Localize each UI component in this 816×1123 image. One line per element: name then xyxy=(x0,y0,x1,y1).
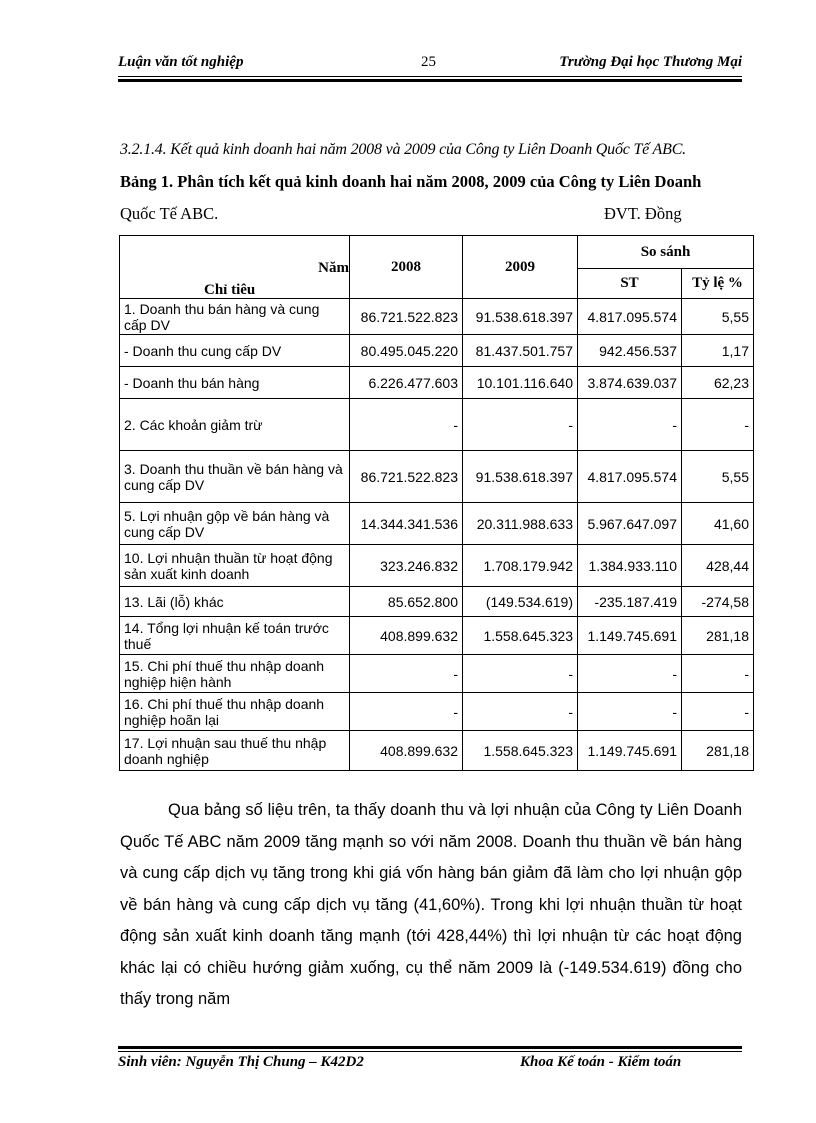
value-st: - xyxy=(578,399,682,451)
table-row xyxy=(120,617,754,655)
footer-rule-thick xyxy=(118,1046,742,1049)
header-2008: 2008 xyxy=(350,236,463,299)
analysis-text: Qua bảng số liệu trên, ta thấy doanh thu và lợi nhuận của Công ty Liên Doanh Quốc Tế ABC năm 2009 tăng mạnh so với năm 2008. Doanh thu thuần về bán hàng và cung cấp dịch vụ tăng trong khi giá vốn hàng bán giảm đã làm cho lợi nhuận gộp về bán hàng và cung cấp dịch vụ tăng (41,60%). Trong khi lợi nhuận thuần từ hoạt động sản xuất kinh doanh tăng mạnh (tới 428,44%) thì lợi nhuận từ các hoạt động khác lại có chiều hướng giảm xuống, cụ thể năm 2009 là (-149.534.619) đồng cho thấy trong năm xyxy=(120,801,742,1008)
value-2009: (149.534.619) xyxy=(463,587,578,617)
value-rate: -274,58 xyxy=(682,587,754,617)
value-2008: 80.495.045.220 xyxy=(350,335,463,367)
value-rate: 5,55 xyxy=(682,451,754,503)
value-2008: 408.899.632 xyxy=(350,617,463,655)
value-st: 5.967.647.097 xyxy=(578,503,682,545)
corner-indicator-label: Chỉ tiêu xyxy=(204,282,256,298)
table-row xyxy=(120,299,754,335)
footer-student-label: Sinh viên: Nguyễn Thị Chung – K42D2 xyxy=(118,1054,364,1070)
table-title: Bảng 1. Phân tích kết quả kinh doanh hai năm 2008, 2009 của Công ty Liên Doanh xyxy=(120,172,702,191)
row-label: 13. Lãi (lỗ) khác xyxy=(120,587,350,617)
row-label: 10. Lợi nhuận thuần từ hoạt động sản xuất kinh doanh xyxy=(120,545,350,587)
value-2008: - xyxy=(350,655,463,693)
value-st: - xyxy=(578,693,682,731)
section-title: 3.2.1.4. Kết quả kinh doanh hai năm 2008 và 2009 của Công ty Liên Doanh Quốc Tế ABC. xyxy=(120,141,686,158)
table-row xyxy=(120,503,754,545)
value-rate: - xyxy=(682,399,754,451)
table-row xyxy=(120,693,754,731)
value-rate: 62,23 xyxy=(682,367,754,399)
value-2009: - xyxy=(463,655,578,693)
value-rate: 5,55 xyxy=(682,299,754,335)
value-rate: 41,60 xyxy=(682,503,754,545)
header-rule-thick xyxy=(118,79,742,82)
table-row xyxy=(120,335,754,367)
table-row xyxy=(120,655,754,693)
table-row xyxy=(120,367,754,399)
page-footer xyxy=(118,1054,742,1076)
value-2008: 86.721.522.823 xyxy=(350,299,463,335)
value-2009: 81.437.501.757 xyxy=(463,335,578,367)
value-st: 1.384.933.110 xyxy=(578,545,682,587)
header-2009: 2009 xyxy=(463,236,578,299)
header-rate: Tỷ lệ % xyxy=(682,268,754,298)
corner-year-label: Năm xyxy=(318,260,349,276)
header-comparison: So sánh xyxy=(578,236,754,269)
row-label: 17. Lợi nhuận sau thuế thu nhập doanh nghiệp xyxy=(120,731,350,771)
value-2009: - xyxy=(463,399,578,451)
value-2008: - xyxy=(350,399,463,451)
value-st: - xyxy=(578,655,682,693)
value-st: 942.456.537 xyxy=(578,335,682,367)
row-label: 3. Doanh thu thuần về bán hàng và cung cấp DV xyxy=(120,451,350,503)
value-st: 1.149.745.691 xyxy=(578,731,682,771)
value-2009: 1.558.645.323 xyxy=(463,617,578,655)
table-row xyxy=(120,545,754,587)
value-2008: 85.652.800 xyxy=(350,587,463,617)
header-st: ST xyxy=(578,268,682,298)
row-label: - Doanh thu bán hàng xyxy=(120,367,350,399)
row-label: 15. Chi phí thuế thu nhập doanh nghiệp hiện hành xyxy=(120,655,350,693)
footer-rule-thin xyxy=(118,1051,742,1052)
value-2008: 6.226.477.603 xyxy=(350,367,463,399)
value-st: 4.817.095.574 xyxy=(578,451,682,503)
value-2008: 408.899.632 xyxy=(350,731,463,771)
table-row xyxy=(120,451,754,503)
row-label: 5. Lợi nhuận gộp về bán hàng và cung cấp DV xyxy=(120,503,350,545)
value-2009: 1.558.645.323 xyxy=(463,731,578,771)
unit-label: ĐVT. Đồng xyxy=(604,204,682,223)
row-label: 1. Doanh thu bán hàng và cung cấp DV xyxy=(120,299,350,335)
business-results-table xyxy=(119,235,754,771)
table-row xyxy=(120,731,754,771)
value-2009: 91.538.618.397 xyxy=(463,299,578,335)
value-2009: - xyxy=(463,693,578,731)
value-st: 4.817.095.574 xyxy=(578,299,682,335)
value-rate: 428,44 xyxy=(682,545,754,587)
value-st: -235.187.419 xyxy=(578,587,682,617)
analysis-paragraph xyxy=(120,795,742,1016)
page-number: 25 xyxy=(421,54,436,70)
table-title-continued: Quốc Tế ABC. xyxy=(120,204,219,223)
value-2009: 91.538.618.397 xyxy=(463,451,578,503)
value-2008: 86.721.522.823 xyxy=(350,451,463,503)
value-st: 3.874.639.037 xyxy=(578,367,682,399)
footer-faculty-label: Khoa Kế toán - Kiểm toán xyxy=(520,1054,682,1070)
value-2009: 20.311.988.633 xyxy=(463,503,578,545)
value-st: 1.149.745.691 xyxy=(578,617,682,655)
value-2008: 14.344.341.536 xyxy=(350,503,463,545)
row-label: 16. Chi phí thuế thu nhập doanh nghiệp hoãn lại xyxy=(120,693,350,731)
table-row xyxy=(120,399,754,451)
value-rate: - xyxy=(682,693,754,731)
value-2008: 323.246.832 xyxy=(350,545,463,587)
row-label: 2. Các khoản giảm trừ xyxy=(120,399,350,451)
value-2009: 1.708.179.942 xyxy=(463,545,578,587)
header-rule-thin xyxy=(118,76,742,77)
corner-header-cell xyxy=(120,236,350,299)
value-rate: 281,18 xyxy=(682,617,754,655)
row-label: 14. Tổng lợi nhuận kế toán trước thuế xyxy=(120,617,350,655)
page-header xyxy=(118,52,742,74)
value-2008: - xyxy=(350,693,463,731)
value-rate: 281,18 xyxy=(682,731,754,771)
table-row xyxy=(120,587,754,617)
row-label: - Doanh thu cung cấp DV xyxy=(120,335,350,367)
value-rate: 1,17 xyxy=(682,335,754,367)
value-rate: - xyxy=(682,655,754,693)
value-2009: 10.101.116.640 xyxy=(463,367,578,399)
header-thesis-label: Luận văn tốt nghiệp xyxy=(118,54,244,70)
header-university-label: Trường Đại học Thương Mại xyxy=(559,54,742,70)
